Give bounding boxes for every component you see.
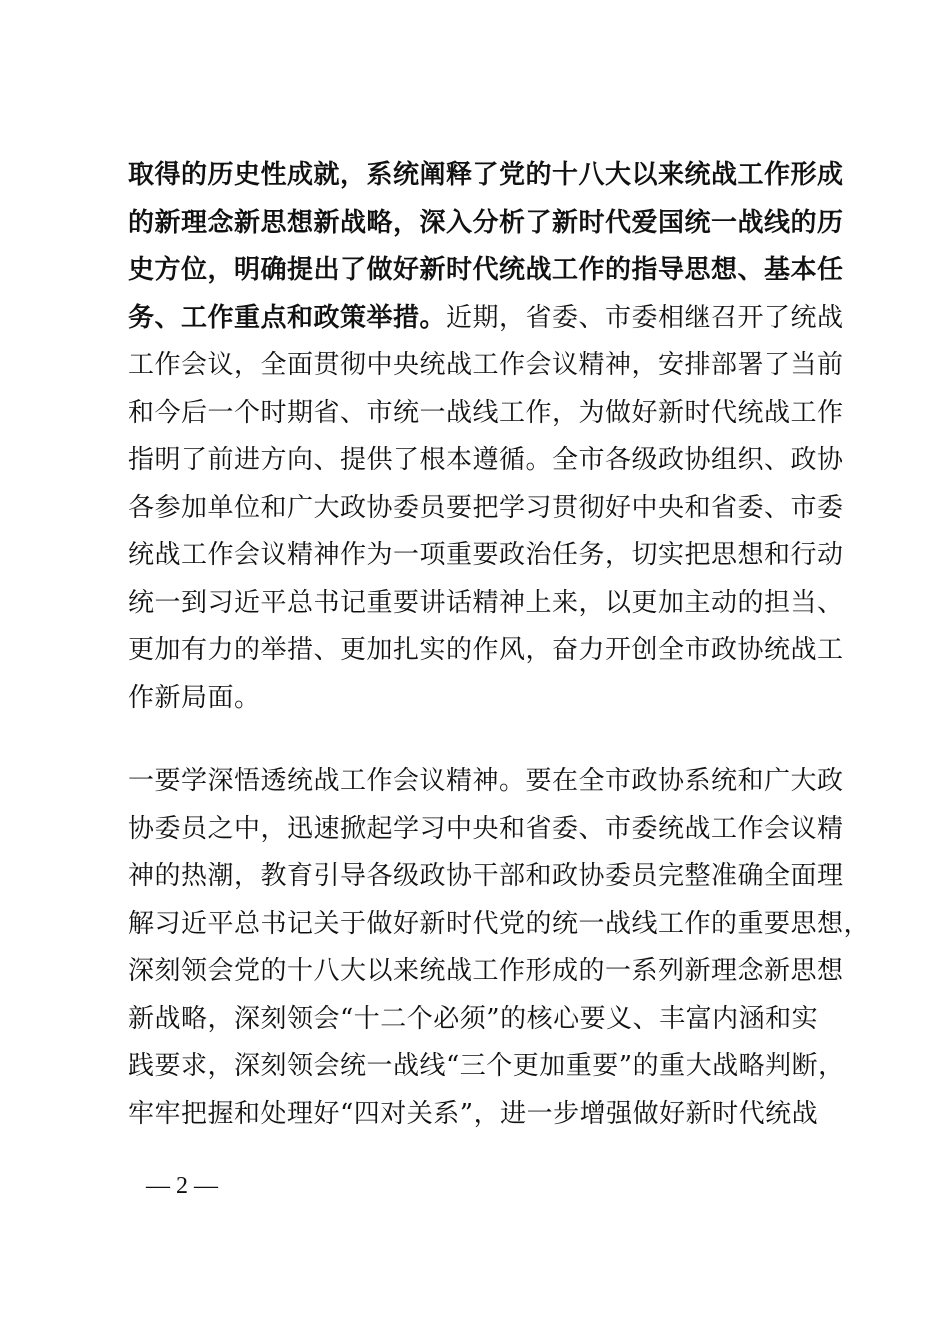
paragraph-1-line-2: 的新理念新思想新战略，深入分析了新时代爱国统一战线的历 [128,207,844,238]
paragraph-1-line-1: 取得的历史性成就，系统阐释了党的十八大以来统战工作形成 [128,160,844,190]
paragraph-2-line-4: 解习近平总书记关于做好新时代党的统一战线工作的重要思想， [128,908,871,939]
page-number: — 2 — [146,1173,218,1199]
paragraph-1-line-4 [128,295,844,343]
paragraph-2-line-3: 神的热潮，教育引导各级政协干部和政协委员完整准确全面理 [128,861,844,891]
paragraph-1-line-7: 指明了前进方向、提供了根本遵循。全市各级政协组织、政协 [128,445,844,475]
paragraph-2-line-6: 新战略，深刻领会“十二个必须”的核心要义、丰富内涵和实 [128,1003,819,1034]
paragraph-2-line-7: 践要求，深刻领会统一战线“三个更加重要”的重大战略判断， [128,1051,845,1081]
paragraph-1-line-5: 工作会议，全面贯彻中央统战工作会议精神，安排部署了当前 [128,350,844,380]
paragraph-1-line-3: 史方位，明确提出了做好新时代统战工作的指导思想、基本任 [128,255,844,285]
paragraph-2-line-2: 协委员之中，迅速掀起学习中央和省委、市委统战工作会议精 [128,813,844,844]
paragraph-2-line-8: 牢牢把握和处理好“四对关系”，进一步增强做好新时代统战 [128,1098,819,1129]
paragraph-1-line-9: 统战工作会议精神作为一项重要政治任务，切实把思想和行动 [128,540,844,570]
paragraph-1-line-11: 更加有力的举措、更加扎实的作风，奋力开创全市政协统战工 [128,635,844,665]
paragraph-2-line-5: 深刻领会党的十八大以来统战工作形成的一系列新理念新思想 [128,956,844,986]
paragraph-1 [128,152,844,722]
paragraph-2-line-1: 一要学深悟透统战工作会议精神。要在全市政协系统和广大政 [128,766,844,796]
paragraph-1-line-4-bold: 务、工作重点和政策举措。 [128,302,447,333]
paragraph-2 [128,758,871,1138]
paragraph-1-line-4-normal: 近期，省委、市委相继召开了统战 [446,302,844,333]
paragraph-1-line-12: 作新局面。 [128,682,261,713]
paragraph-1-line-10: 统一到习近平总书记重要讲话精神上来，以更加主动的担当、 [128,587,844,618]
paragraph-1-line-8: 各参加单位和广大政协委员要把学习贯彻好中央和省委、市委 [128,492,844,523]
paragraph-1-line-6: 和今后一个时期省、市统一战线工作，为做好新时代统战工作 [128,397,844,428]
